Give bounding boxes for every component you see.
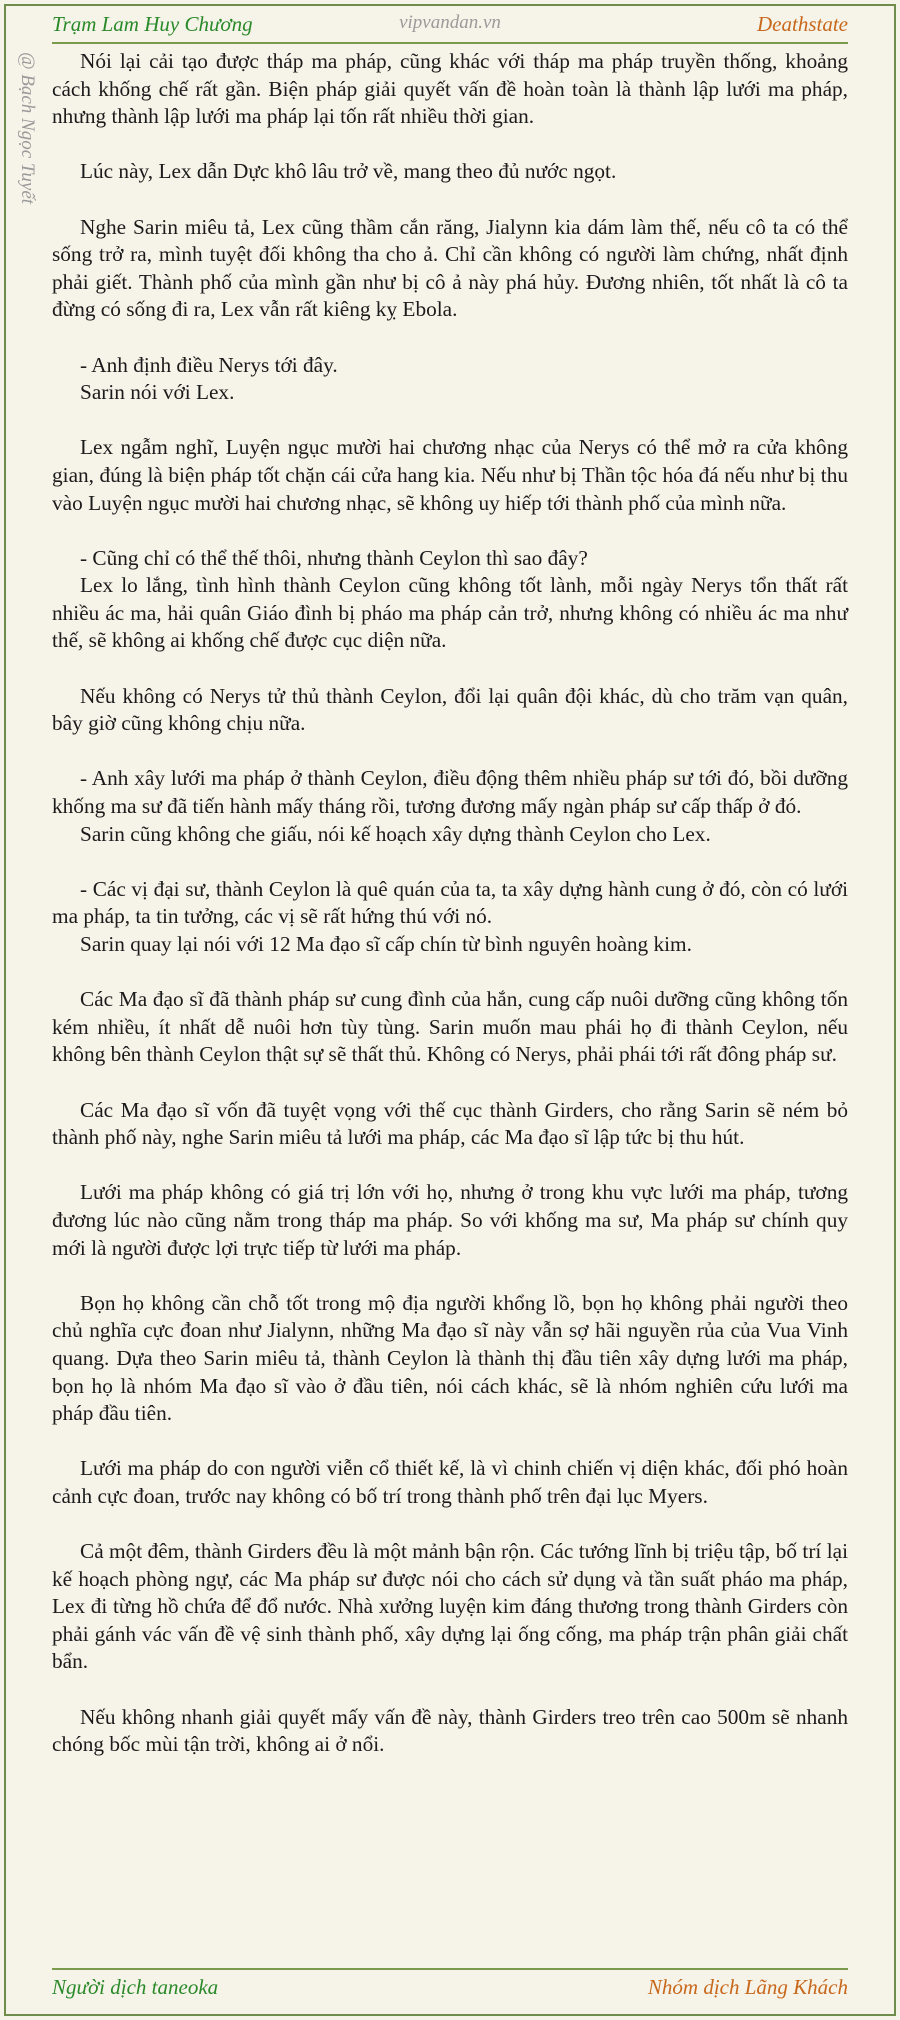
header-title: Trạm Lam Huy Chương [52,12,253,36]
paragraph: - Anh định điều Nerys tới đây. [80,352,338,377]
page-header [52,12,848,42]
paragraph: Các Ma đạo sĩ đã thành pháp sư cung đình của hắn, cung cấp nuôi dưỡng cũng không tốn kém nhiều, ít nhất dễ nuôi hơn tùy tùng. Sarin muốn mau phái họ đi thành Ceylon, nếu không bên thành Ceylon thật sự sẽ thất thủ. Không có Nerys, phải phái tới rất đông pháp sư. [52,987,848,1067]
paragraph: Nói lại cải tạo được tháp ma pháp, cũng khác với tháp ma pháp truyền thống, khoảng cách khống chế rất gần. Biện pháp giải quyết vấn đề hoàn toàn là thành lập lưới ma pháp, nhưng thành lập lưới ma pháp lại tốn rất nhiều thời gian. [52,49,848,129]
paragraph: - Anh xây lưới ma pháp ở thành Ceylon, điều động thêm nhiều pháp sư tới đó, bồi dưỡng khống ma sư đã tiến hành mấy tháng rồi, tương đương mấy ngàn pháp sư cấp thấp ở đó. [52,766,848,819]
paragraph: Sarin cũng không che giấu, nói kế hoạch xây dựng thành Ceylon cho Lex. [80,821,711,846]
paragraph: Lex ngẫm nghĩ, Luyện ngục mười hai chương nhạc của Nerys có thể mở ra cửa không gian, đúng là biện pháp tốt chặn cái cửa hang kia. Nếu như bị Thần tộc hóa đá nếu như bị thu vào Luyện ngục mười hai chương nhạc, sẽ không uy hiếp tới thành phố của mình nữa. [52,435,848,515]
paragraph: Lex lo lắng, tình hình thành Ceylon cũng không tốt lành, mỗi ngày Nerys tổn thất rất nhiều ác ma, hải quân Giáo đình bị pháo ma pháp cản trở, nhưng không có nhiều ác ma như thế, sẽ không ai khống chế được cục diện nữa. [52,573,848,653]
footer-translator: Người dịch taneoka [52,1975,219,1999]
paragraph: Các Ma đạo sĩ vốn đã tuyệt vọng với thế cục thành Girders, cho rằng Sarin sẽ ném bỏ thành phố này, nghe Sarin miêu tả lưới ma pháp, các Ma đạo sĩ lập tức bị thu hút. [52,1097,848,1150]
paragraph: Nếu không có Nerys tử thủ thành Ceylon, đổi lại quân đội khác, dù cho trăm vạn quân, bây giờ cũng không chịu nữa. [52,683,848,736]
page-footer [52,1975,848,2005]
side-watermark [12,52,38,272]
chapter-text [52,48,848,1960]
paragraph: - Cũng chỉ có thể thế thôi, nhưng thành Ceylon thì sao đây? [80,545,588,570]
paragraph: Cả một đêm, thành Girders đều là một mảnh bận rộn. Các tướng lĩnh bị triệu tập, bố trí lại kế hoạch phòng ngự, các Ma pháp sư được nói cho cách sử dụng và tần suất pháo ma pháp, Lex đi từng hồ chứa để đổ nước. Nhà xưởng luyện kim đáng thương trong thành Girders còn phải gánh vác vấn đề vệ sinh thành phố, xây dựng lại ống cống, ma pháp trận phân giải chất bẩn. [52,1539,848,1674]
paragraph: - Các vị đại sư, thành Ceylon là quê quán của ta, ta xây dựng hành cung ở đó, còn có lưới ma pháp, ta tin tưởng, các vị sẽ rất hứng thú với nó. [52,876,848,929]
footer-divider [52,1968,848,1970]
header-divider [52,42,848,44]
paragraph: Sarin quay lại nói với 12 Ma đạo sĩ cấp chín từ bình nguyên hoàng kim. [80,932,692,956]
paragraph: Lưới ma pháp do con người viễn cổ thiết kế, là vì chinh chiến vị diện khác, đối phó hoàn cảnh cực đoan, trước nay không có bố trí trong thành phố trên đại lục Myers. [52,1456,848,1508]
paragraph: Nếu không nhanh giải quyết mấy vấn đề này, thành Girders treo trên cao 500m sẽ nhanh chóng bốc mùi tận trời, không ai ở nổi. [52,1704,848,1757]
side-label: @ Bạch Ngọc Tuyết [17,52,38,205]
paragraph: Sarin nói với Lex. [80,380,235,405]
paragraph: Lưới ma pháp không có giá trị lớn với họ, nhưng ở trong khu vực lưới ma pháp, tương đương lúc nào cũng nằm trong tháp ma pháp. So với khống ma sư, Ma pháp sư chính quy mới là người được lợi trực tiếp từ lưới ma pháp. [52,1180,848,1260]
paragraph: Lúc này, Lex dẫn Dực khô lâu trở về, mang theo đủ nước ngọt. [80,159,617,184]
footer-group: Nhóm dịch Lãng Khách [647,1975,848,1999]
header-book: Deathstate [757,12,848,36]
paragraph: Nghe Sarin miêu tả, Lex cũng thầm cắn răng, Jialynn kia dám làm thế, nếu cô ta có thể sống trở ra, mình tuyệt đối không tha cho ả. Chỉ cần không có người làm chứng, nhất định phải giết. Thành phố của mình gần như bị cô ả này phá hủy. Đương nhiên, tốt nhất là cô ta đừng có sống đi ra, Lex vẫn rất kiêng kỵ Ebola. [52,214,848,322]
header-site: vipvandan.vn [399,12,501,33]
paragraph: Bọn họ không cần chỗ tốt trong mộ địa người khổng lồ, bọn họ không phải người theo chủ nghĩa cực đoan như Jialynn, những Ma đạo sĩ này vẫn sợ hãi nguyền rủa của Vua Vinh quang. Dựa theo Sarin miêu tả, thành Ceylon là thành thị đầu tiên xây dựng lưới ma pháp, bọn họ là nhóm Ma đạo sĩ vào ở đầu tiên, nói cách khác, sẽ là nhóm nghiên cứu lưới ma pháp đầu tiên. [52,1290,848,1426]
